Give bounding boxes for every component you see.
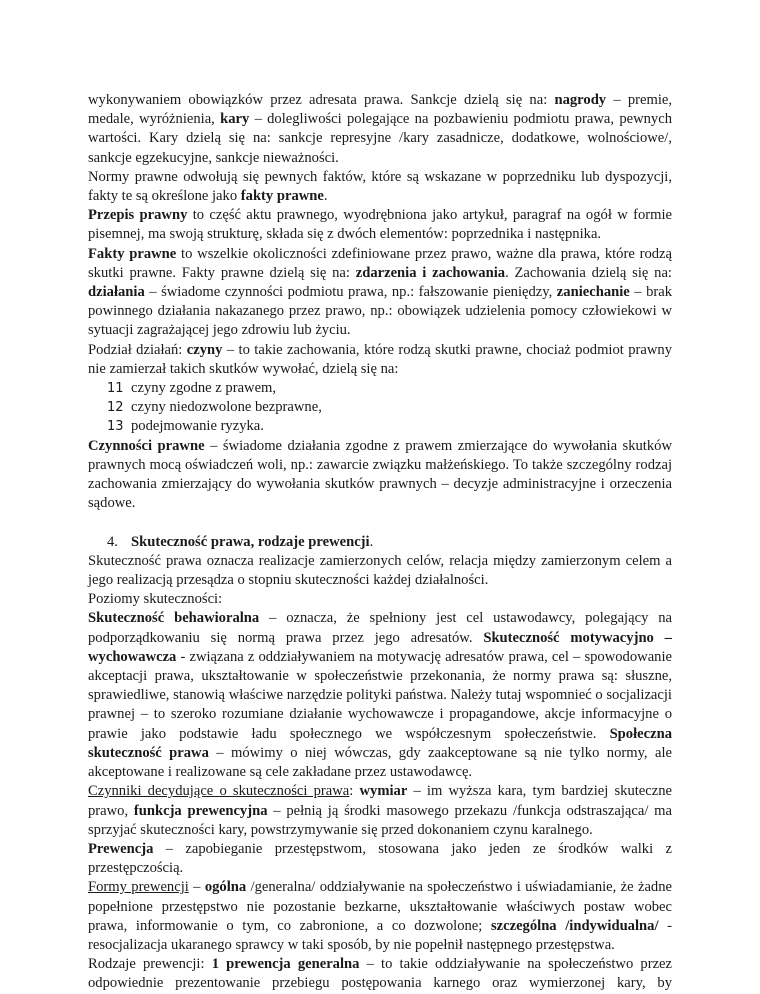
text-run: - związana z oddziaływaniem na motywację adresatów prawa, cel – spowodowanie akceptacji prawa, ukształtowanie w społeczeństwie przekonania, że normy prawa są: słuszne, sprawiedliwe, stanowią właściwe narzędzie polityki państwa. Należy tutaj wspomnieć o socjalizacji prawnej – to szeroko rozumiane działanie wychowawcze i propagandowe, akcje informacyjne o prawie jako podstawie ładu społecznego we współczesnym społeczeństwie. — [88, 648, 672, 742]
text-run: – brak powinnego działania nakazanego przez prawo, np.: obowiązek udzielenia pomocy człowiekowi w sytuacji zagrażającej jego zdrowiu lub życiu. — [88, 284, 673, 339]
underlined-text: Formy prewencji — [88, 879, 189, 896]
text-run: to wszelkie okoliczności zdefiniowane przez prawo, ważne dla prawa, które rodzą skutki prawne. Fakty prawne dzielą się na: — [88, 245, 672, 281]
list-item-text: czyny niedozwolone bezprawne, — [131, 399, 322, 416]
bold-term: ogólna — [204, 879, 247, 896]
list-item — [88, 398, 672, 417]
bold-term: 1 prewencja generalna — [211, 956, 360, 973]
paragraph-prevention-forms — [88, 878, 672, 955]
text-run: – — [188, 879, 205, 896]
section-number: 4. — [107, 533, 118, 550]
bold-term: Skuteczność behawioralna — [88, 610, 260, 627]
section-heading — [88, 533, 672, 552]
paragraph-division-of-actions — [88, 341, 672, 379]
paragraph-effectiveness-factors — [88, 782, 672, 840]
text-run: - resocjalizacja ukaranego sprawcy w taki sposób, by nie popełnił następnego przestępstwa. — [88, 917, 672, 953]
text-run: – świadome czynności podmiotu prawa, np.: fałszowanie pieniędzy, — [144, 284, 557, 301]
text-run: – mówimy o niej wówczas, gdy zaakceptowane są nie tylko normy, ale akceptowane i realizowane są cele zakładane przez ustawodawcę. — [88, 744, 672, 781]
text-run: Podział działań: — [88, 341, 187, 358]
list-item — [88, 417, 672, 436]
list-item-text: podejmowanie ryzyka. — [131, 418, 264, 435]
text-run: – im wyższa kara, tym bardziej skuteczne prawo, — [88, 783, 673, 819]
list-item — [88, 379, 672, 398]
bold-term: Przepis prawny — [88, 207, 188, 224]
text-run: : — [349, 783, 360, 800]
document-page — [88, 91, 672, 994]
text-run: wykonywaniem obowiązków przez adresata prawa. Sankcje dzielą się na: — [88, 92, 555, 108]
paragraph-legal-facts-intro — [88, 168, 672, 206]
list-item-number: 12 — [107, 400, 124, 416]
acts-list — [88, 379, 672, 437]
bold-term: wymiar — [359, 783, 408, 800]
bold-term: Społeczna skuteczność prawa — [88, 725, 672, 761]
paragraph-legal-acts — [88, 437, 672, 514]
bold-term: szczególna /indywidualna/ — [490, 917, 659, 934]
text-run: to część aktu prawnego, wyodrębniona jako artykuł, paragraf na ogół w formie pisemnej, ma swoją strukturę, składa się z dwóch elementów: poprzednika i następnika. — [88, 207, 672, 243]
bold-term: fakty prawne — [240, 188, 324, 205]
paragraph-legal-facts — [88, 245, 672, 341]
bold-term: zdarzenia i zachowania — [355, 264, 506, 281]
bold-term: kary — [220, 111, 250, 128]
list-item-number: 11 — [107, 381, 124, 397]
bold-term: działania — [88, 284, 145, 301]
text-run: Poziomy skuteczności: — [88, 591, 223, 608]
bold-term: czyny — [186, 341, 223, 358]
paragraph-effectiveness — [88, 552, 672, 590]
bold-term: nagrody — [554, 92, 607, 108]
paragraph-effectiveness-levels — [88, 590, 672, 609]
section-title-end: . — [369, 533, 374, 550]
text-run: Rodzaje prewencji: — [88, 956, 212, 973]
bold-term: Fakty prawne — [88, 245, 177, 262]
underlined-text: Czynniki decydujące o skuteczności prawa — [88, 783, 350, 800]
paragraph-prevention-types — [88, 955, 672, 993]
bold-term: Czynności prawne — [88, 437, 205, 454]
text-run: – pełnią ją środki masowego przekazu /funkcja odstraszająca/ ma sprzyjać skuteczności kary, powstrzymywanie się przed dokonaniem czynu karalnego. — [88, 802, 672, 838]
text-run: . Zachowania dzielą się na: — [505, 264, 672, 281]
list-item-text: czyny zgodne z prawem, — [131, 380, 277, 397]
text-run: Skuteczność prawa oznacza realizacje zamierzonych celów, relacja między zamierzonym celem a jego realizacją przesądza o stopniu skuteczności każdej działalności. — [88, 552, 672, 589]
paragraph-sanctions — [88, 91, 672, 168]
text-run: – świadome działania zgodne z prawem zmierzające do wywołania skutków prawnych mocą oświadczeń woli, np.: zawarcie związku małżeńskiego. To także szczególny rodzaj zachowania zmierzający do wywołania skutków prawnych – decyzje administracyjne i orzeczenia sądowe. — [88, 437, 672, 512]
bold-term: funkcja prewencyjna — [133, 802, 268, 819]
text-run: – dolegliwości polegające na pozbawieniu podmiotu prawa, pewnych wartości. Kary dzielą się na: sankcje represyjne /kary zasadnicze, dodatkowe, wolnościowe/, sankcje egzekucyjne, sankcje nieważności. — [88, 111, 672, 166]
paragraph-prevention — [88, 840, 672, 878]
text-run: . — [323, 188, 328, 205]
text-run: /generalna/ oddziaływanie na społeczeństwo i uświadamianie, że żadne popełnione przestępstwo nie pozostanie bezkarne, ukształtowanie właściwych postaw wobec prawa, informowanie o tym, co zabronione, a co dozwolone; — [88, 879, 672, 934]
text-run: – zapobieganie przestępstwom, stosowana jako jeden ze środków walki z przestępczością. — [88, 840, 672, 877]
bold-term: zaniechanie — [556, 284, 630, 301]
list-item-number: 13 — [107, 419, 124, 435]
text-run: Normy prawne odwołują się pewnych faktów, które są wskazane w poprzedniku lub dyspozycji, fakty te są określone jako — [88, 168, 672, 205]
section-title: Skuteczność prawa, rodzaje prewencji — [131, 533, 370, 550]
bold-term: Skuteczność motywacyjno – wychowawcza — [88, 629, 672, 665]
paragraph-behavioral-effectiveness — [88, 609, 672, 782]
text-run: – to takie zachowania, które rodzą skutki prawne, chociaż podmiot prawny nie zamierzał takich skutków wywołać, dzielą się na: — [88, 341, 672, 377]
text-run: – premie, medale, wyróżnienia, — [88, 92, 672, 128]
text-run: – to takie oddziaływanie na społeczeństwo przez odpowiednie prezentowanie przebiegu postępowania karnego oraz wymierzonej kary, by — [88, 956, 672, 992]
paragraph-legal-provision — [88, 206, 672, 244]
bold-term: Prewencja — [88, 840, 154, 857]
text-run: – oznacza, że spełniony jest cel ustawodawcy, polegający na podporządkowaniu się normą prawa przez jego adresatów. — [88, 610, 673, 646]
